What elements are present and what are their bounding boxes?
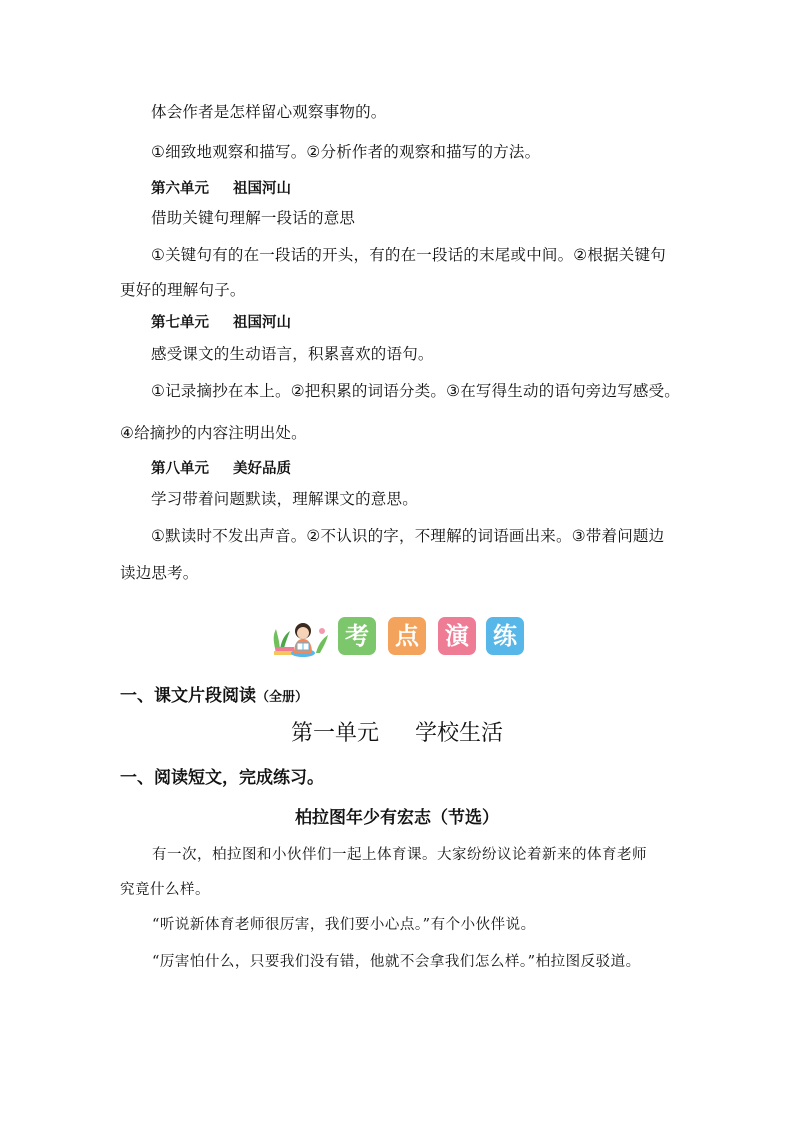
story-paragraph: “听说新体育老师很厉害，我们要小心点。”有个小伙伴说。 bbox=[152, 917, 536, 933]
text-line: 感受课文的生动语言，积累喜欢的语句。 bbox=[151, 345, 434, 363]
text-line: ④给摘抄的内容注明出处。 bbox=[120, 424, 307, 442]
unit-heading-8 bbox=[151, 457, 291, 478]
text-line: ①记录摘抄在本上。②把积累的词语分类。③在写得生动的语句旁边写感受。 bbox=[151, 382, 680, 400]
section-heading-2: 一、阅读短文，完成练习。 bbox=[120, 768, 324, 788]
banner-char-4: 练 bbox=[486, 617, 524, 655]
unit-label: 第八单元 bbox=[151, 461, 209, 477]
story-paragraph: 究竟什么样。 bbox=[120, 882, 210, 898]
text-line: ①关键句有的在一段话的开头，有的在一段话的末尾或中间。②根据关键句 bbox=[151, 246, 666, 264]
unit-theme: 祖国河山 bbox=[233, 181, 291, 197]
text-line: 借助关键句理解一段话的意思 bbox=[151, 209, 356, 227]
unit-title-label: 第一单元 bbox=[290, 721, 379, 746]
story-title: 柏拉图年少有宏志（节选） bbox=[295, 808, 499, 828]
section-label: 一、课文片段阅读 bbox=[120, 686, 256, 706]
reading-girl-illustration bbox=[270, 613, 330, 659]
banner-char-2: 点 bbox=[388, 617, 426, 655]
unit-heading-7 bbox=[151, 311, 291, 332]
unit-title-theme: 学校生活 bbox=[415, 721, 504, 746]
section-note: （全册） bbox=[256, 690, 309, 705]
section-heading-1 bbox=[120, 681, 308, 706]
text-line: 读边思考。 bbox=[120, 564, 199, 582]
unit-label: 第七单元 bbox=[151, 315, 209, 331]
banner-char-1: 考 bbox=[338, 617, 376, 655]
text-line: ①默读时不发出声音。②不认识的字，不理解的词语画出来。③带着问题边 bbox=[151, 527, 665, 545]
unit-heading-6 bbox=[151, 177, 291, 198]
unit-title bbox=[0, 716, 794, 747]
story-paragraph: “厉害怕什么，只要我们没有错，他就不会拿我们怎么样。”柏拉图反驳道。 bbox=[152, 954, 641, 970]
unit-theme: 祖国河山 bbox=[233, 315, 291, 331]
unit-theme: 美好品质 bbox=[233, 461, 291, 477]
text-line: ①细致地观察和描写。②分析作者的观察和描写的方法。 bbox=[151, 143, 541, 161]
banner-char-3: 演 bbox=[438, 617, 476, 655]
practice-banner bbox=[270, 613, 532, 659]
text-line: 更好的理解句子。 bbox=[120, 281, 246, 299]
story-paragraph: 有一次，柏拉图和小伙伴们一起上体育课。大家纷纷议论着新来的体育老师 bbox=[152, 847, 647, 863]
unit-label: 第六单元 bbox=[151, 181, 209, 197]
text-line: 学习带着问题默读，理解课文的意思。 bbox=[151, 490, 418, 508]
text-line: 体会作者是怎样留心观察事物的。 bbox=[151, 103, 387, 121]
